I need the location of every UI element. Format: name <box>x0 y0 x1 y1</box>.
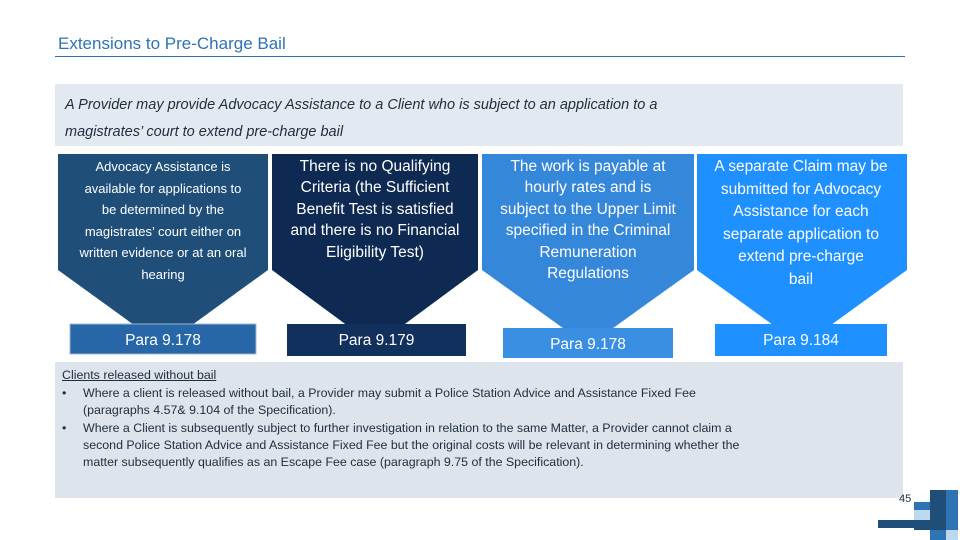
arrow-text-line: submitted for Advocacy <box>720 180 882 198</box>
arrow-text-line: bail <box>788 270 814 288</box>
arrow-text-2 <box>272 156 478 263</box>
arrow-text-line: Assistance for each <box>733 203 869 220</box>
page-number: 45 <box>899 493 912 505</box>
arrow-text-line: The work is payable at <box>510 158 666 175</box>
arrow-text-line: A separate Claim may be <box>714 158 888 175</box>
note-line: matter subsequently qualifies as an Escape Fee case (paragraph 9.75 of the Specification). <box>83 455 584 470</box>
arrow-text-line: written evidence or at an oral <box>79 245 247 261</box>
para-label-2: Para 9.179 <box>338 332 415 349</box>
note-line: Where a client is released without bail, a Provider may submit a Police Station Advice and Assistance Fixed Fee <box>83 386 696 401</box>
arrow-text-line: hourly rates and is <box>524 179 652 197</box>
list-item <box>62 385 903 419</box>
bullet-icon: • <box>62 386 67 401</box>
arrow-text-line: separate application to <box>723 225 879 243</box>
notes-heading: Clients released without bail <box>62 368 217 382</box>
arrow-text-line: Criteria (the Sufficient <box>300 179 450 197</box>
arrow-text-3 <box>482 156 694 284</box>
arrow-text-line: Remuneration <box>539 243 637 261</box>
title-divider <box>55 56 905 57</box>
arrow-text-line: available for applications to <box>84 180 242 196</box>
para-label-1: Para 9.178 <box>125 332 201 349</box>
para-label-3: Para 9.178 <box>550 336 626 353</box>
arrow-text-1 <box>58 156 268 286</box>
arrow-text-line: Advocacy Assistance is <box>95 159 231 174</box>
note-line: Where a Client is subsequently subject to further investigation in relation to the same Matter, a Provider cannot claim a <box>83 420 732 435</box>
arrow-text-line: hearing <box>141 266 185 282</box>
intro-line-2: magistrates’ court to extend pre-charge bail <box>65 124 344 140</box>
corner-decoration-icon <box>874 490 960 540</box>
notes-list <box>62 385 903 471</box>
intro-line-1: A Provider may provide Advocacy Assistance to a Client who is subject to an application to a <box>65 97 658 113</box>
arrow-text-line: There is no Qualifying <box>299 158 451 175</box>
note-line: second Police Station Advice and Assistance Fixed Fee but the original costs will be relevant in determining whether the <box>83 437 740 452</box>
slide-title: Extensions to Pre-Charge Bail <box>58 34 286 53</box>
arrow-text-line: Benefit Test is satisfied <box>296 200 454 218</box>
intro-box <box>55 84 903 146</box>
para-label-4: Para 9.184 <box>763 332 839 349</box>
list-item <box>62 420 903 472</box>
arrow-text-line: specified in the Criminal <box>505 222 671 240</box>
bullet-icon: • <box>62 420 67 435</box>
arrow-text-line: be determined by the <box>101 202 225 218</box>
arrow-text-line: subject to the Upper Limit <box>500 200 676 218</box>
arrow-text-line: Eligibility Test) <box>326 243 424 261</box>
notes-box <box>55 362 903 498</box>
arrow-text-4 <box>695 156 907 291</box>
arrow-text-line: magistrates’ court either on <box>84 223 242 239</box>
arrow-text-line: extend pre-charge <box>738 248 864 265</box>
arrow-text-line: and there is no Financial <box>290 222 460 240</box>
note-line: (paragraphs 4.57& 9.104 of the Specification). <box>83 403 336 418</box>
arrow-text-line: Regulations <box>547 265 629 283</box>
